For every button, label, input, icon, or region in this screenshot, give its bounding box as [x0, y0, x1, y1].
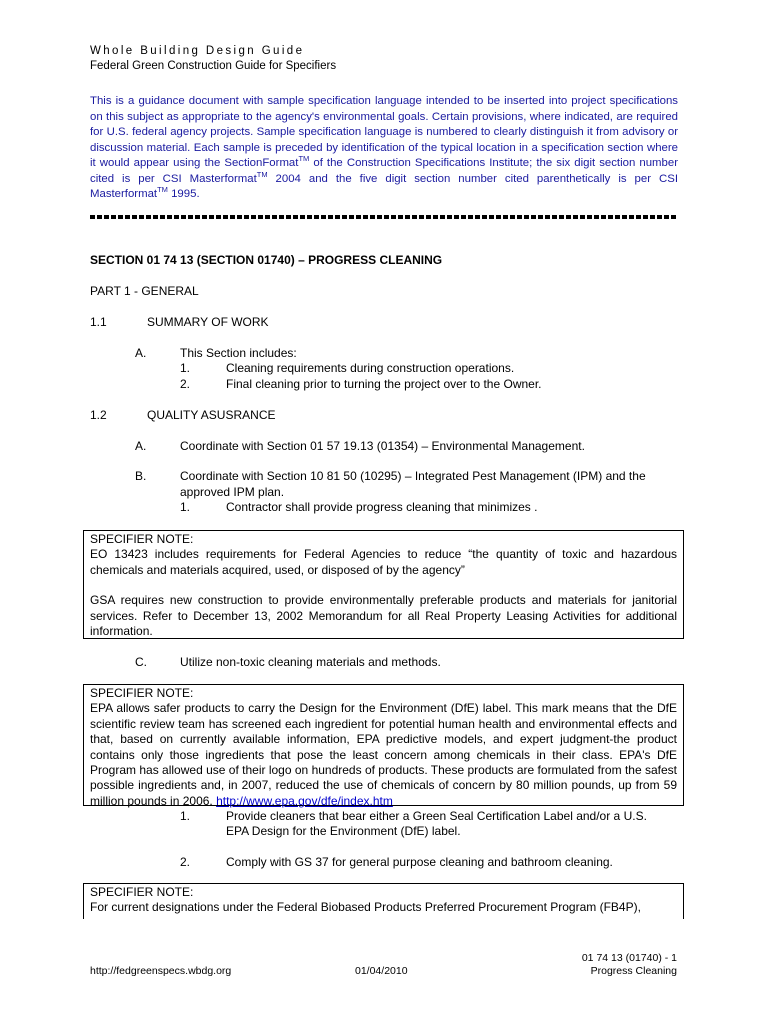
item-number: 2.	[180, 855, 191, 869]
dotted-separator	[90, 215, 678, 219]
paragraph-text: This Section includes:	[180, 346, 297, 360]
paragraph-letter: C.	[135, 655, 147, 669]
trademark-mark: TM	[157, 185, 168, 195]
note-label: SPECIFIER NOTE:	[90, 532, 194, 546]
specifier-note-box	[83, 883, 684, 919]
note-text: GSA requires new construction to provide environmentally preferable products and materials for janitorial services. Refer to December 13, 2002 Memorandum for all Real Property Leasing Activities for additional information.	[90, 593, 677, 639]
article-number: 1.2	[90, 408, 107, 422]
guidance-text-1: This is a guidance document with sample specification language intended to be inserted into project specifications on this subject as appropriate to the agency's environmental goals. Certain provisions, where indicated, are required for U.S. federal agency projects. Sample specification language is numbered to clearly distinguish it from advisory or discussion material. Each sample is preceded by identification of the typical location in a specification section where it would appear using the SectionFormat	[90, 95, 678, 169]
item-text: Final cleaning prior to turning the project over to the Owner.	[226, 377, 542, 391]
guidance-text-3: 2004 and the five digit section number cited parenthetically is per CSI Masterformat	[90, 172, 678, 200]
trademark-mark: TM	[256, 169, 268, 179]
paragraph-letter: A.	[135, 346, 147, 360]
part-heading: PART 1 - GENERAL	[90, 284, 199, 298]
paragraph-letter: A.	[135, 439, 147, 453]
note-label: SPECIFIER NOTE:	[90, 686, 194, 700]
paragraph-letter: B.	[135, 469, 147, 483]
specifier-note-box	[83, 530, 684, 639]
paragraph-text: approved IPM plan.	[180, 485, 285, 499]
document-header-subtitle: Federal Green Construction Guide for Specifiers	[90, 60, 337, 72]
guidance-text-4: 1995.	[167, 188, 200, 200]
epa-dfe-link[interactable]: http://www.epa.gov/dfe/index.htm	[216, 793, 393, 808]
document-header-title: Whole Building Design Guide	[90, 45, 305, 57]
footer-section-name: Progress Cleaning	[590, 965, 677, 977]
note-text: EO 13423 includes requirements for Federal Agencies to reduce “the quantity of toxic and hazardous chemicals and materials acquired, used, or disposed of by the agency”	[90, 547, 677, 577]
item-text: Provide cleaners that bear either a Green Seal Certification Label and/or a U.S.	[226, 809, 647, 823]
article-number: 1.1	[90, 315, 107, 329]
footer-page-number: 01 74 13 (01740) - 1	[581, 952, 677, 964]
note-text	[90, 701, 677, 809]
item-number: 1.	[180, 361, 191, 375]
note-text: For current designations under the Federal Biobased Products Preferred Procurement Program (FB4P),	[90, 900, 641, 915]
item-text: Contractor shall provide progress cleaning that minimizes .	[226, 500, 538, 514]
item-number: 2.	[180, 377, 191, 391]
section-title: SECTION 01 74 13 (SECTION 01740) – PROGRESS CLEANING	[90, 253, 443, 267]
footer-date: 01/04/2010	[355, 965, 408, 977]
item-number: 1.	[180, 500, 191, 514]
article-title: QUALITY ASUSRANCE	[147, 408, 276, 422]
item-number: 1.	[180, 809, 191, 823]
note-label: SPECIFIER NOTE:	[90, 885, 194, 899]
paragraph-text: Coordinate with Section 01 57 19.13 (01354) – Environmental Management.	[180, 439, 585, 453]
note-body: EPA allows safer products to carry the Design for the Environment (DfE) label. This mark means that the DfE scientific review team has screened each ingredient for potential human health and environmental effects and that, based on currently available information, EPA predictive models, and expert judgment-the product contains only those ingredients that pose the least concern among chemicals in their class. EPA's DfE Program has allowed use of their logo on hundreds of products. These products are formulated from the safest possible ingredients and, in 2007, reduced the use of chemicals of concern by 80 million pounds, up from 59 million pounds in 2006.	[90, 701, 677, 808]
guidance-paragraph	[90, 94, 678, 203]
specifier-note-box	[83, 684, 684, 806]
trademark-mark: TM	[298, 154, 310, 164]
article-title: SUMMARY OF WORK	[147, 315, 269, 329]
footer-url: http://fedgreenspecs.wbdg.org	[90, 965, 232, 977]
item-text: Comply with GS 37 for general purpose cleaning and bathroom cleaning.	[226, 855, 613, 869]
item-text: Cleaning requirements during construction operations.	[226, 361, 515, 375]
paragraph-text: Coordinate with Section 10 81 50 (10295) – Integrated Pest Management (IPM) and the	[180, 469, 646, 483]
item-text: EPA Design for the Environment (DfE) label.	[226, 824, 461, 838]
paragraph-text: Utilize non-toxic cleaning materials and methods.	[180, 655, 441, 669]
guidance-text-2: of the Construction Specifications Institute; the six digit section number cited is per CSI Masterformat	[90, 157, 678, 185]
